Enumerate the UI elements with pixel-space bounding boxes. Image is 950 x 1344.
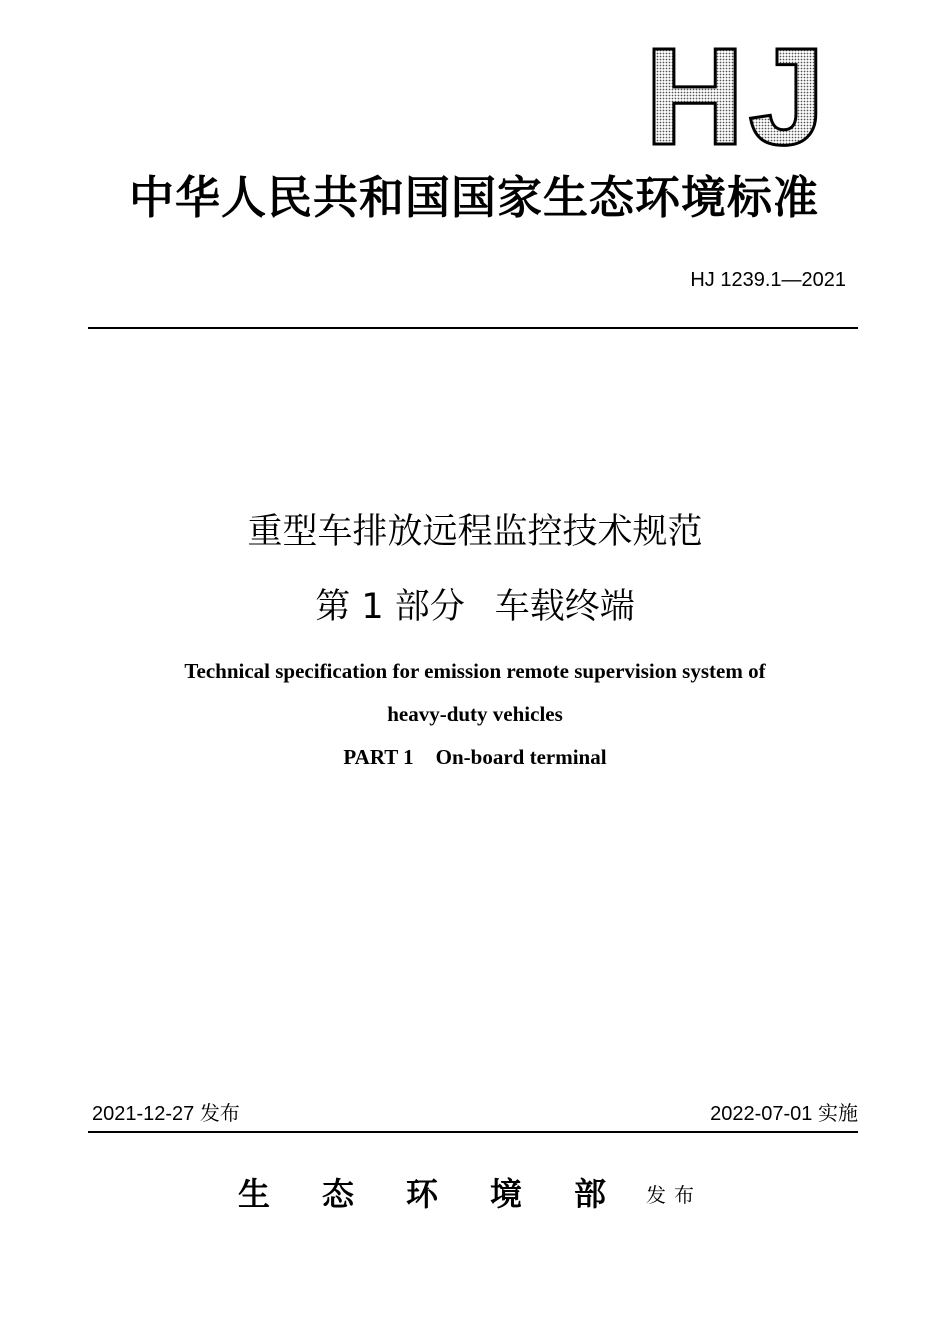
issue-date: 2021-12-27 发布 [92,1103,240,1125]
bottom-divider [88,1131,858,1133]
top-divider [88,327,858,329]
title-en-part: PART 1 [343,745,414,769]
hj-logo-icon [632,40,842,152]
issuer-char: 态 [322,1175,355,1213]
title-en-line3 [0,743,950,771]
title-cn-line1: 重型车排放远程监控技术规范 [247,512,703,552]
issuer-char: 生 [238,1175,271,1213]
issuer-suffix: 发布 [646,1183,702,1207]
issuer-char: 部 [574,1175,607,1213]
effective-date: 2022-07-01 实施 [710,1103,858,1125]
title-cn-line2 [0,583,950,631]
standard-code: HJ 1239.1—2021 [690,269,846,291]
issuer-char: 境 [490,1175,523,1213]
title-en-part-name: On-board terminal [435,745,607,769]
issuer-char: 环 [406,1175,439,1213]
issuer-name [238,1172,606,1216]
title-en-line2: heavy-duty vehicles [387,702,563,726]
title-cn-part: 第 1 部分 [315,587,465,627]
logo-text: HJ [644,40,830,152]
title-cn-part-name: 车载终端 [494,587,635,627]
title-en-line1: Technical specification for emission remote supervision system of [184,659,766,683]
standard-body-title: 中华人民共和国国家生态环境标准 [128,171,819,224]
